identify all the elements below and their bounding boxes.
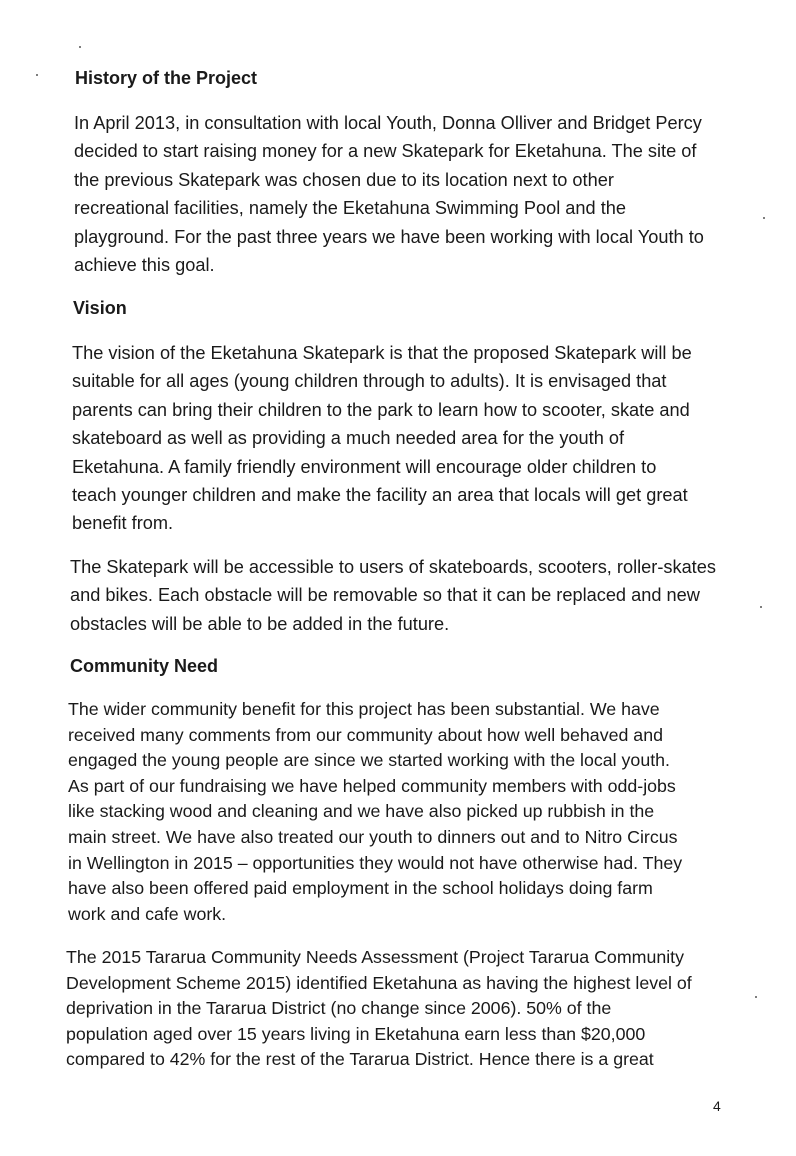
- section-heading-vision: Vision: [73, 298, 127, 318]
- skatepark-access-paragraph: The Skatepark will be accessible to users of skateboards, scooters, roller-skates and bikes. Each obstacle will be removable so that it can be replaced and new obstacles will be able to be added in the future.: [70, 557, 716, 634]
- needs-assessment-paragraph: The 2015 Tararua Community Needs Assessment (Project Tararua Community Development Scheme 2015) identified Eketahuna as having the highest level of deprivation in the Tararua District (no change since 2006). 50% of the population aged over 15 years living in Eketahuna earn less than $20,000 compared to 42% for the rest of the Tararua District. Hence there is a great: [66, 947, 692, 1070]
- section-heading-community-need: Community Need: [70, 656, 219, 676]
- section-heading-history: History of the Project: [75, 68, 258, 88]
- scan-speck: [763, 217, 765, 219]
- page-number: 4: [713, 1098, 721, 1114]
- vision-paragraph: The vision of the Eketahuna Skatepark is that the proposed Skatepark will be suitable for all ages (young children through to adults). It is envisaged that parents can bring their children to the park to learn how to scooter, skate and skateboard as well as providing a much needed area for the youth of Eketahuna. A family friendly environment will encourage older children to teach younger children and make the facility an area that locals will get great benefit from.: [72, 343, 692, 534]
- scan-speck: [755, 996, 757, 998]
- scan-speck: [36, 74, 38, 76]
- scan-speck: [760, 606, 762, 608]
- history-paragraph: In April 2013, in consultation with local Youth, Donna Olliver and Bridget Percy decided to start raising money for a new Skatepark for Eketahuna. The site of the previous Skatepark was chosen due to its location next to other recreational facilities, namely the Eketahuna Swimming Pool and the playground. For the past three years we have been working with local Youth to achieve this goal.: [74, 113, 704, 276]
- community-benefit-paragraph: The wider community benefit for this project has been substantial. We have received many comments from our community about how well behaved and engaged the young people are since we started working with the local youth. As part of our fundraising we have helped community members with odd-jobs like stacking wood and cleaning and we have also picked up rubbish in the main street. We have also treated our youth to dinners out and to Nitro Circus in Wellington in 2015 – opportunities they would not have otherwise had. They have also been offered paid employment in the school holidays doing farm work and cafe work.: [68, 699, 683, 924]
- scan-speck: [79, 46, 81, 48]
